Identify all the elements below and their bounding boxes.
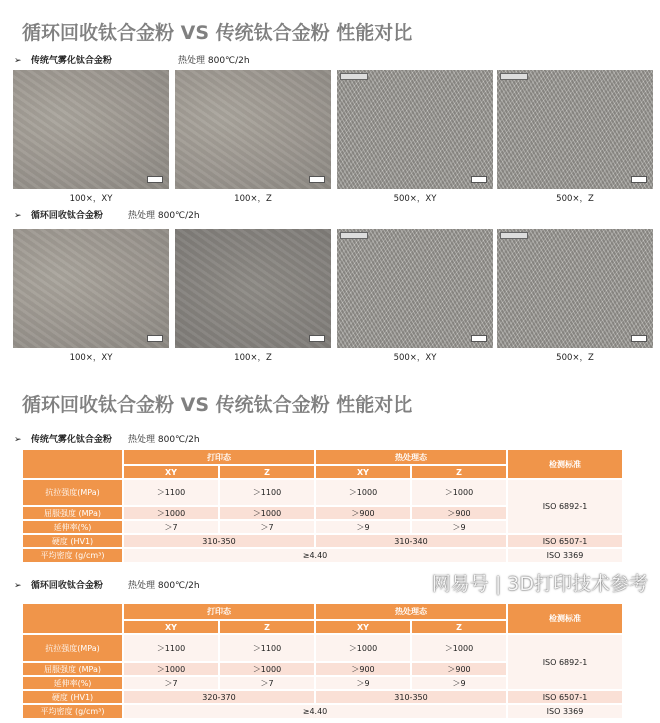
image-tag [500, 232, 528, 239]
header-xy: XY [123, 465, 219, 479]
row-label: 屈服强度 (MPa) [22, 506, 123, 520]
table-cell: ＞9 [411, 520, 507, 534]
row-label: 平均密度 (g/cm³) [22, 548, 123, 563]
header-standard: 检测标准 [507, 603, 623, 634]
properties-title: 循环回收钛合金粉 VS 传统钛合金粉 性能对比 [22, 394, 413, 416]
micrograph-500x-xy [337, 70, 493, 189]
caption: 100×，Z [234, 353, 272, 363]
micrograph-100x-xy [13, 70, 169, 189]
table-cell: ＞900 [411, 506, 507, 520]
standard-cell: ISO 3369 [507, 704, 623, 719]
standard-cell: ISO 6507-1 [507, 534, 623, 548]
header-blank [22, 449, 123, 479]
standard-cell: ISO 6507-1 [507, 690, 623, 704]
table-cell: ≥4.40 [123, 548, 507, 563]
row-label: 延伸率(%) [22, 676, 123, 690]
scale-bar [309, 335, 325, 342]
table-cell: ＞1000 [219, 662, 315, 676]
micrograph-500x-z [497, 70, 653, 189]
table-row-density [22, 704, 623, 719]
table-cell: ＞900 [411, 662, 507, 676]
caption: 500×，Z [556, 353, 594, 363]
caption: 100×，XY [69, 353, 113, 363]
table-cell: ≥4.40 [123, 704, 507, 719]
table-cell: ＞7 [219, 520, 315, 534]
properties-table-recycled [21, 602, 624, 720]
header-as-printed: 打印态 [123, 603, 315, 620]
row-label: 平均密度 (g/cm³) [22, 704, 123, 719]
micrograph-100x-z [175, 229, 331, 348]
header-xy: XY [123, 620, 219, 634]
row-label: 屈服强度 (MPa) [22, 662, 123, 676]
table-row-tensile [22, 634, 623, 662]
image-tag [500, 73, 528, 80]
header-z: Z [411, 620, 507, 634]
table-row-tensile [22, 479, 623, 506]
table-cell: ＞900 [315, 662, 411, 676]
bullet-arrow-icon: ➢ [14, 581, 22, 591]
section-name: 传统气雾化钛合金粉 [30, 56, 112, 66]
header-as-printed: 打印态 [123, 449, 315, 465]
section-label-traditional-micro [14, 53, 250, 66]
table-cell: ＞1000 [219, 506, 315, 520]
scale-bar [471, 176, 487, 183]
caption: 500×，XY [393, 353, 437, 363]
section-name: 传统气雾化钛合金粉 [30, 435, 112, 445]
micrograph-100x-z [175, 70, 331, 189]
header-blank [22, 603, 123, 634]
header-z: Z [219, 465, 315, 479]
header-row [22, 449, 623, 465]
table-cell: ＞1000 [315, 634, 411, 662]
row-label: 抗拉强度(MPa) [22, 634, 123, 662]
standard-cell: ISO 6892-1 [507, 479, 623, 534]
micrograph-500x-xy [337, 229, 493, 348]
section-label-recycled-micro [14, 208, 200, 221]
header-z: Z [411, 465, 507, 479]
header-heat-treated: 热处理态 [315, 449, 507, 465]
header-row [22, 603, 623, 620]
properties-table-traditional [21, 448, 624, 564]
table-cell: 310-340 [315, 534, 507, 548]
standard-cell: ISO 6892-1 [507, 634, 623, 690]
table-cell: ＞7 [123, 520, 219, 534]
section-label-traditional-table [14, 432, 200, 445]
table-cell: ＞1000 [123, 662, 219, 676]
bullet-arrow-icon: ➢ [14, 211, 22, 221]
row-label: 延伸率(%) [22, 520, 123, 534]
table-cell: ＞9 [411, 676, 507, 690]
heat-treatment-label: 热处理 800℃/2h [128, 211, 200, 221]
table-cell: 310-350 [315, 690, 507, 704]
table-row-hardness [22, 534, 623, 548]
caption: 100×，Z [234, 194, 272, 204]
scale-bar [147, 176, 163, 183]
section-label-recycled-table [14, 578, 200, 591]
row-label: 硬度 (HV1) [22, 534, 123, 548]
header-heat-treated: 热处理态 [315, 603, 507, 620]
table-cell: ＞1100 [123, 634, 219, 662]
table-cell: ＞9 [315, 520, 411, 534]
micrograph-500x-z [497, 229, 653, 348]
row-label: 硬度 (HV1) [22, 690, 123, 704]
watermark: 网易号 | 3D打印技术参考 [431, 573, 648, 595]
table-cell: ＞1100 [219, 634, 315, 662]
standard-cell: ISO 3369 [507, 548, 623, 563]
caption: 100×，XY [69, 194, 113, 204]
table-cell: ＞1100 [219, 479, 315, 506]
header-xy: XY [315, 620, 411, 634]
table-cell: ＞1000 [411, 634, 507, 662]
micro-title: 循环回收钛合金粉 VS 传统钛合金粉 性能对比 [22, 22, 413, 44]
table-cell: ＞1000 [411, 479, 507, 506]
bullet-arrow-icon: ➢ [14, 435, 22, 445]
heat-treatment-label: 热处理 800℃/2h [178, 56, 250, 66]
micrograph-100x-xy [13, 229, 169, 348]
scale-bar [471, 335, 487, 342]
image-tag [340, 232, 368, 239]
table-cell: ＞7 [123, 676, 219, 690]
table-cell: 310-350 [123, 534, 315, 548]
table-cell: 320-370 [123, 690, 315, 704]
header-standard: 检测标准 [507, 449, 623, 479]
table-cell: ＞7 [219, 676, 315, 690]
table-row-density [22, 548, 623, 563]
scale-bar [147, 335, 163, 342]
scale-bar [631, 335, 647, 342]
table-row-hardness [22, 690, 623, 704]
table-cell: ＞1100 [123, 479, 219, 506]
header-xy: XY [315, 465, 411, 479]
header-z: Z [219, 620, 315, 634]
heat-treatment-label: 热处理 800℃/2h [128, 581, 200, 591]
table-cell: ＞9 [315, 676, 411, 690]
section-name: 循环回收钛合金粉 [30, 581, 103, 591]
bullet-arrow-icon: ➢ [14, 56, 22, 66]
heat-treatment-label: 热处理 800℃/2h [128, 435, 200, 445]
table-cell: ＞900 [315, 506, 411, 520]
section-name: 循环回收钛合金粉 [30, 211, 103, 221]
row-label: 抗拉强度(MPa) [22, 479, 123, 506]
caption: 500×，XY [393, 194, 437, 204]
scale-bar [309, 176, 325, 183]
image-tag [340, 73, 368, 80]
table-cell: ＞1000 [315, 479, 411, 506]
table-cell: ＞1000 [123, 506, 219, 520]
caption: 500×，Z [556, 194, 594, 204]
scale-bar [631, 176, 647, 183]
